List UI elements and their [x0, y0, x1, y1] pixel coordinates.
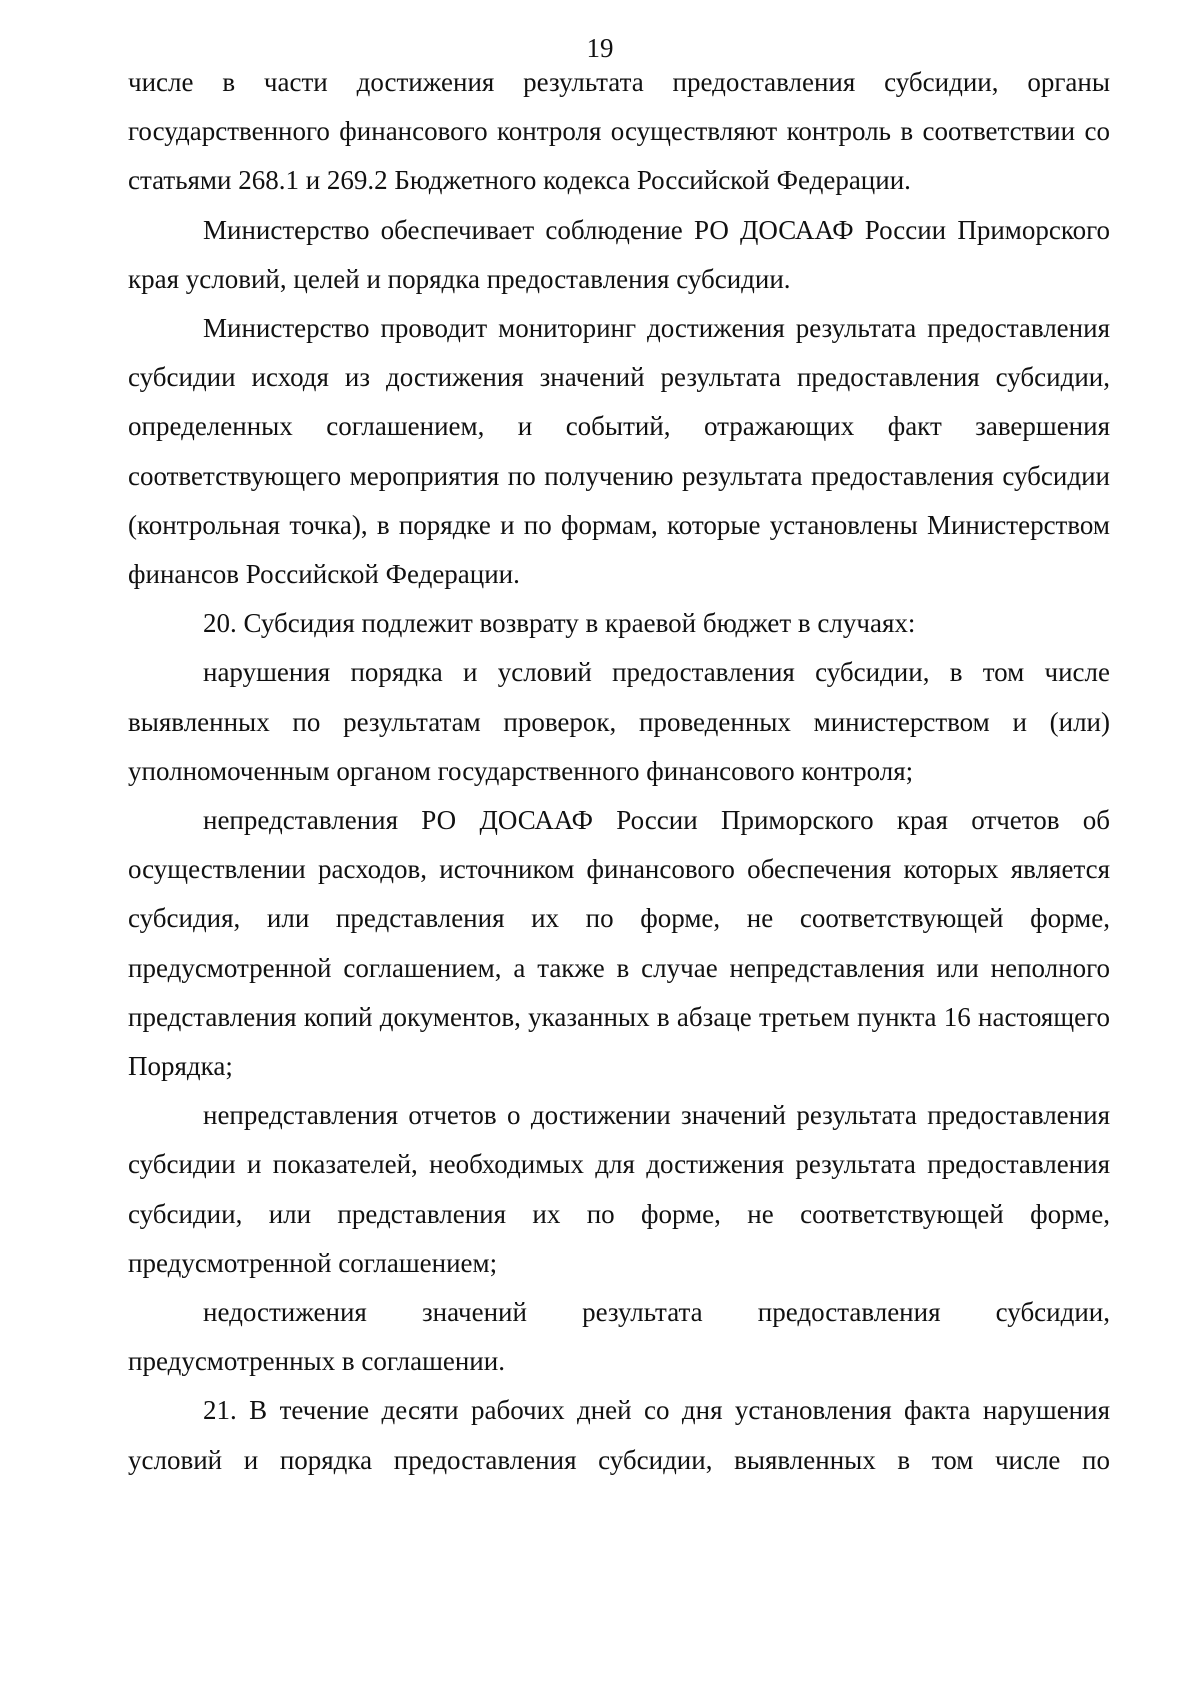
paragraph-results-reports-not-submitted: непредставления отчетов о достижении значений результата предоставления субсидии и показателей, необходимых для достижения результата предоставления субсидии, или представления их по форме, не соответствующей форме, предусмотренной соглашением; — [128, 1100, 1110, 1278]
paragraph-item-20: 20. Субсидия подлежит возврату в краевой бюджет в случаях: — [203, 608, 916, 639]
paragraph-control-bodies: числе в части достижения результата предоставления субсидии, органы государственного финансового контроля осуществляют контроль в соответствии со статьями 268.1 и 269.2 Бюджетного кодекса Российской Федерации. — [128, 67, 1110, 196]
paragraph-violation-case: нарушения порядка и условий предоставления субсидии, в том числе выявленных по результатам проверок, проведенных министерством и (или) уполномоченным органом государственного финансового контроля; — [128, 657, 1110, 786]
paragraph-ministry-ensures: Министерство обеспечивает соблюдение РО ДОСААФ России Приморского края условий, целей и порядка предоставления субсидии. — [128, 214, 1110, 294]
paragraph-reports-not-submitted: непредставления РО ДОСААФ России Приморского края отчетов об осуществлении расходов, источником финансового обеспечения которых является субсидия, или представления их по форме, не соответствующей форме, предусмотренной соглашением, а также в случае непредставления или неполного представления копий документов, указанных в абзаце третьем пункта 16 настоящего Порядка; — [128, 805, 1110, 1082]
paragraph-results-not-achieved: недостижения значений результата предоставления субсидии, предусмотренных в соглашении. — [128, 1297, 1110, 1377]
document-body — [128, 58, 1110, 1485]
paragraph-ministry-monitoring: Министерство проводит мониторинг достижения результата предоставления субсидии исходя из достижения значений результата предоставления субсидии, определенных соглашением, и событий, отражающих факт завершения соответствующего мероприятия по получению результата предоставления субсидии (контрольная точка), в порядке и по формам, которые установлены Министерством финансов Российской Федерации. — [128, 313, 1110, 590]
paragraph-item-21: 21. В течение десяти рабочих дней со дня установления факта нарушения условий и порядка предоставления субсидии, выявленных в том числе по — [128, 1395, 1110, 1475]
page-number: 19 — [586, 33, 614, 63]
